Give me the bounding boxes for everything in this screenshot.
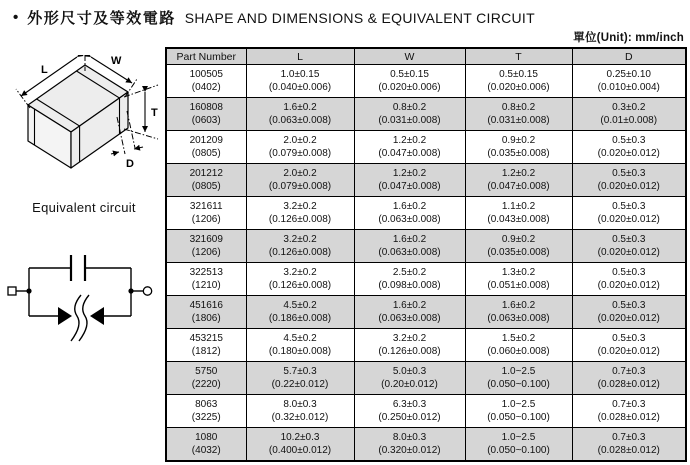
value-line-secondary: (0.32±0.012)	[271, 412, 329, 423]
t-cell	[465, 296, 572, 329]
dimensions-table-container	[165, 47, 687, 462]
value-line-primary: 5.0±0.3	[392, 365, 427, 377]
l-cell	[246, 131, 354, 164]
value-line-primary: 0.8±0.2	[392, 101, 427, 113]
value-line-primary: 5750	[195, 365, 218, 377]
dim-label-l: L	[41, 64, 48, 76]
value-line-primary: 0.5±0.3	[612, 299, 646, 311]
d-cell	[572, 296, 686, 329]
value-line-secondary: (0.126±0.008)	[268, 280, 332, 291]
value-line-primary: 0.9±0.2	[501, 233, 536, 245]
l-cell	[246, 230, 354, 263]
l-cell	[246, 65, 354, 98]
value-line-secondary: (0.079±0.008)	[268, 148, 332, 159]
value-line-secondary: (0.020±0.006)	[378, 82, 441, 93]
value-line-secondary: (0.186±0.008)	[268, 313, 332, 324]
table-row	[166, 230, 686, 263]
dimensions-table-body	[166, 65, 686, 462]
dimensions-table	[165, 47, 687, 462]
value-line-secondary: (0.320±0.012)	[378, 445, 441, 456]
table-row	[166, 362, 686, 395]
column-header-d: D	[572, 48, 686, 65]
d-cell	[572, 263, 686, 296]
w-cell	[354, 98, 465, 131]
value-line-primary: 0.5±0.3	[612, 134, 646, 146]
w-cell	[354, 296, 465, 329]
dim-label-d: D	[126, 158, 134, 170]
value-line-secondary: (0.01±0.008)	[600, 115, 658, 126]
value-line-secondary: (0.063±0.008)	[378, 313, 441, 324]
value-line-primary: 10.2±0.3	[280, 431, 320, 443]
junction-dot-right	[128, 288, 133, 293]
value-line-secondary: (0.020±0.012)	[597, 214, 660, 225]
value-line-secondary: (0.126±0.008)	[268, 214, 332, 225]
l-cell	[246, 362, 354, 395]
w-cell	[354, 197, 465, 230]
value-line-primary: 321609	[189, 233, 223, 245]
table-row	[166, 395, 686, 428]
page-title-english: SHAPE AND DIMENSIONS & EQUIVALENT CIRCUIT	[184, 10, 535, 26]
value-line-secondary: (0.063±0.008)	[378, 247, 441, 258]
value-line-primary: 0.5±0.3	[612, 233, 646, 245]
table-row	[166, 263, 686, 296]
value-line-primary: 5.7±0.3	[283, 365, 317, 377]
d-cell	[572, 230, 686, 263]
value-line-secondary: (0805)	[191, 148, 221, 159]
t-cell	[465, 263, 572, 296]
part-number-cell	[166, 395, 246, 428]
table-row	[166, 296, 686, 329]
value-line-secondary: (0805)	[191, 181, 221, 192]
part-number-cell	[166, 65, 246, 98]
value-line-primary: 1.0~2.5	[501, 365, 536, 377]
value-line-secondary: (0603)	[191, 115, 221, 126]
column-header-w: W	[354, 48, 465, 65]
part-number-cell	[166, 428, 246, 462]
value-line-primary: 100505	[189, 68, 223, 80]
value-line-primary: 1.1±0.2	[501, 200, 536, 212]
value-line-secondary: (0.020±0.012)	[597, 280, 660, 291]
value-line-primary: 1.0~2.5	[501, 431, 536, 443]
value-line-primary: 160808	[189, 101, 223, 113]
value-line-primary: 451616	[189, 299, 223, 311]
value-line-primary: 0.7±0.3	[612, 398, 646, 410]
value-line-secondary: (0.063±0.008)	[268, 115, 332, 126]
t-cell	[465, 98, 572, 131]
table-row	[166, 131, 686, 164]
value-line-secondary: (0.400±0.012)	[268, 445, 332, 456]
page-title-chinese: 外形尺寸及等效電路	[27, 10, 176, 27]
part-number-cell	[166, 131, 246, 164]
value-line-primary: 4.5±0.2	[283, 299, 317, 311]
value-line-primary: 0.3±0.2	[612, 101, 646, 113]
junction-dot-left	[26, 288, 31, 293]
capacitor-symbol	[71, 255, 85, 281]
varistor-symbol	[58, 295, 104, 341]
part-number-cell	[166, 98, 246, 131]
t-cell	[465, 428, 572, 462]
value-line-primary: 8063	[195, 398, 218, 410]
dim-label-t: T	[151, 107, 158, 119]
value-line-primary: 1.0~2.5	[501, 398, 536, 410]
dim-label-w: W	[111, 55, 122, 67]
table-row	[166, 329, 686, 362]
value-line-primary: 322513	[189, 266, 223, 278]
value-line-primary: 201212	[189, 167, 223, 179]
value-line-primary: 1.6±0.2	[392, 233, 427, 245]
value-line-primary: 6.3±0.3	[392, 398, 427, 410]
value-line-secondary: (0.020±0.012)	[597, 346, 660, 357]
t-cell	[465, 362, 572, 395]
value-line-primary: 8.0±0.3	[283, 398, 317, 410]
w-cell	[354, 329, 465, 362]
value-line-secondary: (0.047±0.008)	[378, 181, 441, 192]
w-cell	[354, 65, 465, 98]
part-number-cell	[166, 296, 246, 329]
l-cell	[246, 329, 354, 362]
l-cell	[246, 98, 354, 131]
value-line-secondary: (0.063±0.008)	[378, 214, 441, 225]
part-number-cell	[166, 197, 246, 230]
d-cell	[572, 131, 686, 164]
d-cell	[572, 65, 686, 98]
value-line-primary: 201209	[189, 134, 223, 146]
w-cell	[354, 131, 465, 164]
value-line-primary: 1.6±0.2	[392, 299, 427, 311]
value-line-secondary: (0.020±0.012)	[597, 181, 660, 192]
value-line-secondary: (4032)	[191, 445, 221, 456]
value-line-secondary: (0.050~0.100)	[487, 412, 550, 423]
w-cell	[354, 362, 465, 395]
w-cell	[354, 428, 465, 462]
value-line-secondary: (0.079±0.008)	[268, 181, 332, 192]
value-line-secondary: (1210)	[191, 280, 221, 291]
w-cell	[354, 164, 465, 197]
value-line-secondary: (0.050~0.100)	[487, 445, 550, 456]
value-line-primary: 1.6±0.2	[501, 299, 536, 311]
value-line-secondary: (0.250±0.012)	[378, 412, 441, 423]
value-line-primary: 1.3±0.2	[501, 266, 536, 278]
terminal-left	[8, 287, 16, 295]
d-cell	[572, 98, 686, 131]
value-line-primary: 4.5±0.2	[283, 332, 317, 344]
value-line-secondary: (0.035±0.008)	[487, 148, 550, 159]
circuit-wires	[16, 268, 143, 316]
value-line-secondary: (1206)	[191, 247, 221, 258]
value-line-primary: 3.2±0.2	[283, 200, 317, 212]
value-line-secondary: (0.031±0.008)	[487, 115, 550, 126]
value-line-primary: 3.2±0.2	[283, 266, 317, 278]
value-line-secondary: (0.028±0.012)	[597, 379, 660, 390]
value-line-primary: 1.2±0.2	[392, 167, 427, 179]
unit-label: 單位(Unit): mm/inch	[573, 32, 684, 44]
part-number-cell	[166, 362, 246, 395]
value-line-secondary: (0.098±0.008)	[378, 280, 441, 291]
value-line-secondary: (0.126±0.008)	[378, 346, 441, 357]
t-cell	[465, 395, 572, 428]
value-line-secondary: (0.20±0.012)	[381, 379, 438, 390]
value-line-secondary: (0.020±0.012)	[597, 247, 660, 258]
value-line-primary: 0.8±0.2	[501, 101, 536, 113]
value-line-primary: 1.6±0.2	[283, 101, 317, 113]
value-line-primary: 0.5±0.15	[390, 68, 429, 80]
t-cell	[465, 197, 572, 230]
value-line-secondary: (0.047±0.008)	[487, 181, 550, 192]
part-number-cell	[166, 230, 246, 263]
value-line-secondary: (0.22±0.012)	[271, 379, 329, 390]
value-line-secondary: (1812)	[191, 346, 221, 357]
value-line-primary: 453215	[189, 332, 223, 344]
t-cell	[465, 131, 572, 164]
t-cell	[465, 65, 572, 98]
l-cell	[246, 428, 354, 462]
value-line-primary: 0.7±0.3	[612, 431, 646, 443]
table-row	[166, 98, 686, 131]
table-row	[166, 197, 686, 230]
value-line-secondary: (0.035±0.008)	[487, 247, 550, 258]
equivalent-circuit-label: Equivalent circuit	[32, 200, 136, 215]
value-line-primary: 1.0±0.15	[280, 68, 320, 80]
d-cell	[572, 395, 686, 428]
value-line-secondary: (1806)	[191, 313, 221, 324]
value-line-primary: 0.25±0.10	[606, 68, 651, 80]
d-cell	[572, 428, 686, 462]
value-line-secondary: (1206)	[191, 214, 221, 225]
value-line-primary: 0.9±0.2	[501, 134, 536, 146]
value-line-primary: 2.5±0.2	[392, 266, 427, 278]
value-line-secondary: (2220)	[191, 379, 221, 390]
value-line-secondary: (0.020±0.012)	[597, 313, 660, 324]
value-line-secondary: (0.040±0.006)	[268, 82, 332, 93]
d-cell	[572, 197, 686, 230]
l-cell	[246, 296, 354, 329]
value-line-primary: 0.5±0.3	[612, 332, 646, 344]
value-line-secondary: (0.063±0.008)	[487, 313, 550, 324]
part-number-cell	[166, 263, 246, 296]
part-number-cell	[166, 329, 246, 362]
equivalent-circuit-diagram	[5, 250, 160, 350]
d-cell	[572, 362, 686, 395]
value-line-primary: 1.2±0.2	[501, 167, 536, 179]
bullet-icon: •	[13, 9, 19, 26]
value-line-secondary: (3225)	[191, 412, 221, 423]
value-line-primary: 3.2±0.2	[283, 233, 317, 245]
chip-dimensions-drawing	[10, 55, 162, 197]
value-line-primary: 1.6±0.2	[392, 200, 427, 212]
column-header-l: L	[246, 48, 354, 65]
column-header-part-number: Part Number	[166, 48, 246, 65]
table-row	[166, 164, 686, 197]
value-line-primary: 0.5±0.3	[612, 200, 646, 212]
value-line-secondary: (0.050~0.100)	[487, 379, 550, 390]
value-line-secondary: (0.126±0.008)	[268, 247, 332, 258]
value-line-primary: 0.5±0.3	[612, 167, 646, 179]
value-line-primary: 321611	[189, 200, 223, 212]
value-line-secondary: (0.043±0.008)	[487, 214, 550, 225]
value-line-primary: 0.5±0.15	[499, 68, 538, 80]
value-line-primary: 1.2±0.2	[392, 134, 427, 146]
value-line-secondary: (0.051±0.008)	[487, 280, 550, 291]
value-line-secondary: (0.028±0.012)	[597, 445, 660, 456]
value-line-primary: 0.7±0.3	[612, 365, 646, 377]
value-line-secondary: (0.180±0.008)	[268, 346, 332, 357]
part-number-cell	[166, 164, 246, 197]
value-line-primary: 1080	[195, 431, 218, 443]
l-cell	[246, 197, 354, 230]
t-cell	[465, 164, 572, 197]
value-line-primary: 2.0±0.2	[283, 167, 317, 179]
t-cell	[465, 329, 572, 362]
value-line-primary: 8.0±0.3	[392, 431, 427, 443]
column-header-t: T	[465, 48, 572, 65]
l-cell	[246, 263, 354, 296]
value-line-secondary: (0.028±0.012)	[597, 412, 660, 423]
w-cell	[354, 230, 465, 263]
value-line-primary: 2.0±0.2	[283, 134, 317, 146]
w-cell	[354, 263, 465, 296]
table-header-row	[166, 48, 686, 65]
table-row	[166, 428, 686, 462]
terminal-right	[143, 287, 151, 295]
value-line-primary: 0.5±0.3	[612, 266, 646, 278]
value-line-secondary: (0402)	[191, 82, 221, 93]
t-cell	[465, 230, 572, 263]
w-cell	[354, 395, 465, 428]
page-title	[13, 7, 535, 28]
table-row	[166, 65, 686, 98]
value-line-primary: 1.5±0.2	[501, 332, 536, 344]
d-cell	[572, 164, 686, 197]
value-line-secondary: (0.020±0.006)	[487, 82, 550, 93]
value-line-secondary: (0.020±0.012)	[597, 148, 660, 159]
value-line-secondary: (0.031±0.008)	[378, 115, 441, 126]
value-line-secondary: (0.060±0.008)	[487, 346, 550, 357]
value-line-secondary: (0.010±0.004)	[597, 82, 660, 93]
value-line-secondary: (0.047±0.008)	[378, 148, 441, 159]
l-cell	[246, 395, 354, 428]
l-cell	[246, 164, 354, 197]
d-cell	[572, 329, 686, 362]
value-line-primary: 3.2±0.2	[392, 332, 427, 344]
